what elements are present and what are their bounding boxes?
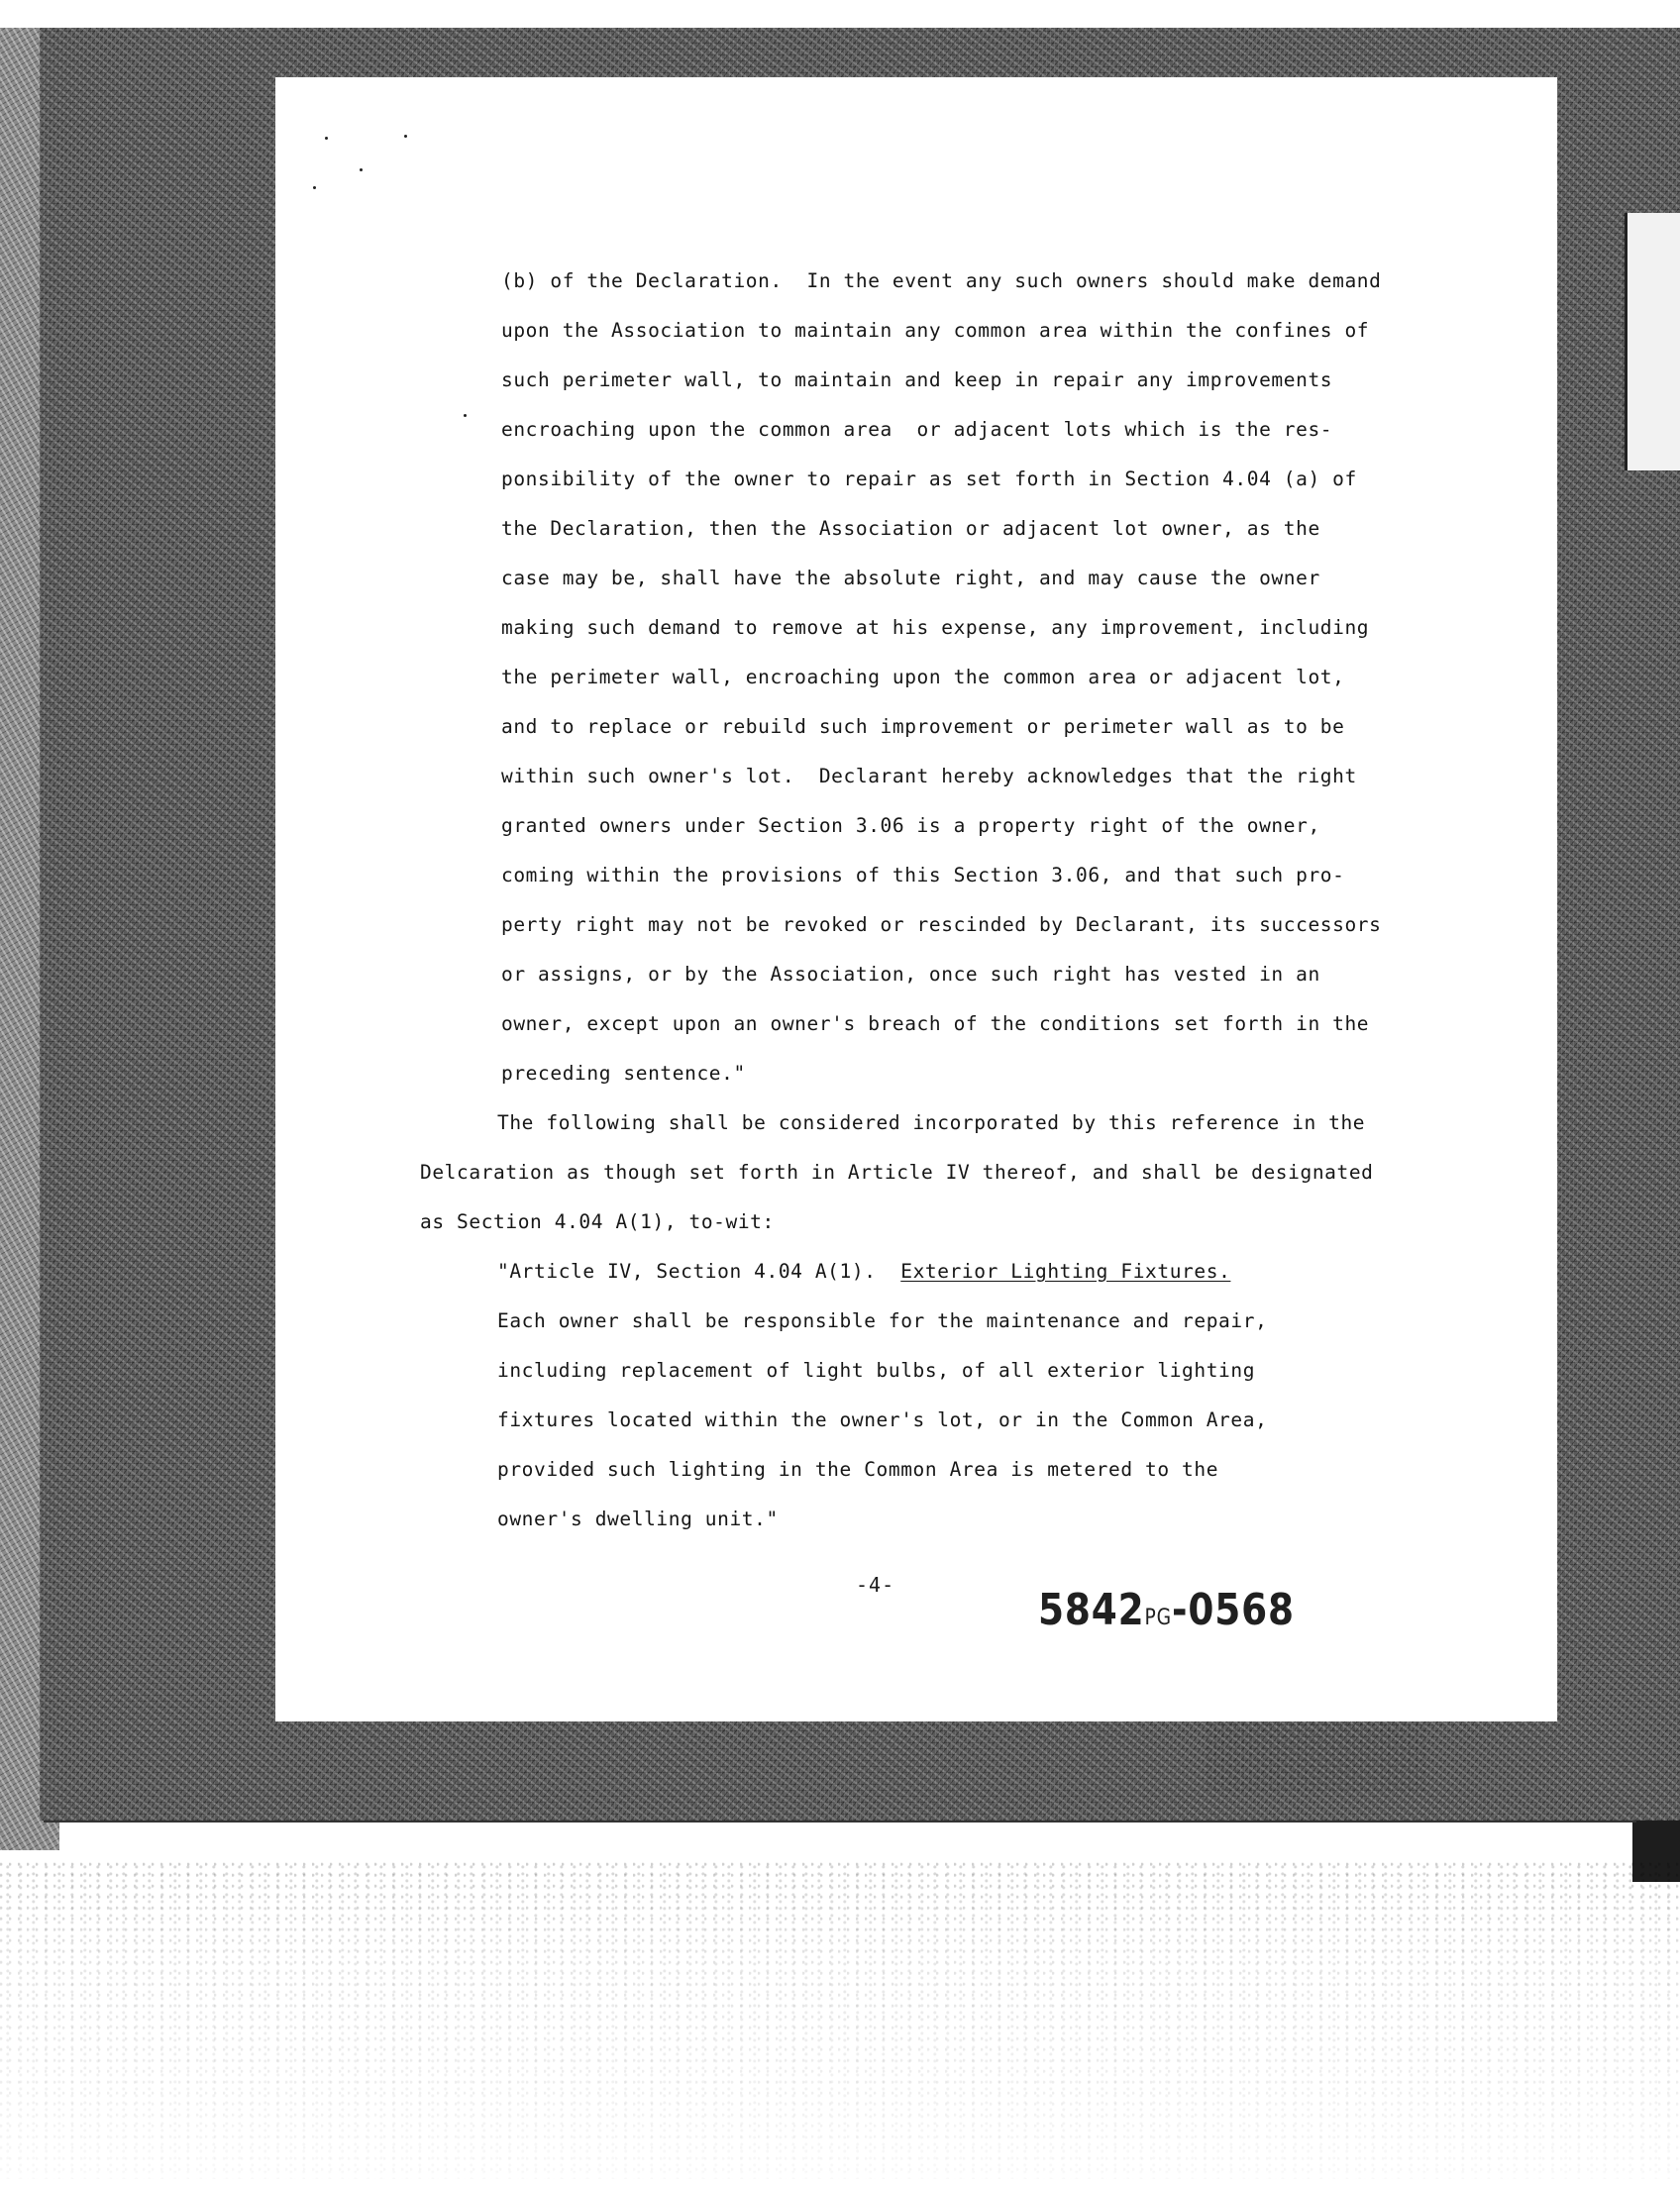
text-line (497, 1260, 1230, 1284)
scan-bottom-line (44, 1821, 1636, 1822)
text-line: case may be, shall have the absolute right, and may cause the owner (501, 567, 1320, 589)
stamp-page: 0568 (1188, 1585, 1295, 1635)
text-line: fixtures located within the owner's lot, or in the Common Area, (497, 1408, 1268, 1431)
speck (313, 186, 316, 189)
article-reference: "Article IV, Section 4.04 A(1). (497, 1260, 877, 1283)
speck (404, 135, 407, 138)
text-line: provided such lighting in the Common Area is metered to the (497, 1458, 1219, 1481)
text-line: owner, except upon an owner's breach of the conditions set forth in the (501, 1012, 1370, 1035)
speck (325, 137, 328, 140)
text-line: perty right may not be revoked or rescinded by Declarant, its successors (501, 913, 1382, 936)
speck (360, 168, 363, 171)
text-line: encroaching upon the common area or adjacent lots which is the res- (501, 418, 1333, 441)
text-line: Delcaration as though set forth in Article IV thereof, and shall be designated (420, 1161, 1374, 1184)
text-line: including replacement of light bulbs, of all exterior lighting (497, 1359, 1256, 1382)
text-line: and to replace or rebuild such improvement or perimeter wall as to be (501, 715, 1345, 738)
text-line: granted owners under Section 3.06 is a property right of the owner, (501, 814, 1320, 837)
text-line: owner's dwelling unit." (497, 1508, 779, 1530)
stamp-book: 5842 (1038, 1585, 1145, 1635)
text-line: making such demand to remove at his expense, any improvement, including (501, 616, 1370, 639)
text-line: the perimeter wall, encroaching upon the common area or adjacent lot, (501, 666, 1345, 688)
scan-edge-mark (1625, 213, 1680, 470)
stamp-separator: PG (1144, 1606, 1172, 1630)
section-heading: Exterior Lighting Fixtures. (900, 1260, 1231, 1283)
text-line: The following shall be considered incorporated by this reference in the (497, 1111, 1366, 1134)
page-number: -4- (856, 1573, 895, 1597)
text-line: as Section 4.04 A(1), to-wit: (420, 1210, 775, 1233)
text-line: coming within the provisions of this Section 3.06, and that such pro- (501, 864, 1345, 886)
recording-stamp: 5842PG-0568 (1038, 1585, 1295, 1635)
text-line: (b) of the Declaration. In the event any such owners should make demand (501, 269, 1382, 292)
stamp-haze (1207, 1721, 1424, 1791)
text-line: or assigns, or by the Association, once such right has vested in an (501, 963, 1320, 986)
text-line: preceding sentence." (501, 1062, 746, 1085)
speck (464, 414, 467, 417)
text-line: ponsibility of the owner to repair as set forth in Section 4.04 (a) of (501, 468, 1357, 490)
scan-bottom-speckle (0, 1862, 1680, 2179)
text-line: such perimeter wall, to maintain and keep in repair any improvements (501, 368, 1333, 391)
text-line: the Declaration, then the Association or adjacent lot owner, as the (501, 517, 1320, 540)
text-line: upon the Association to maintain any common area within the confines of (501, 319, 1370, 342)
text-line: Each owner shall be responsible for the maintenance and repair, (497, 1309, 1268, 1332)
text-line: within such owner's lot. Declarant hereby acknowledges that the right (501, 765, 1357, 787)
